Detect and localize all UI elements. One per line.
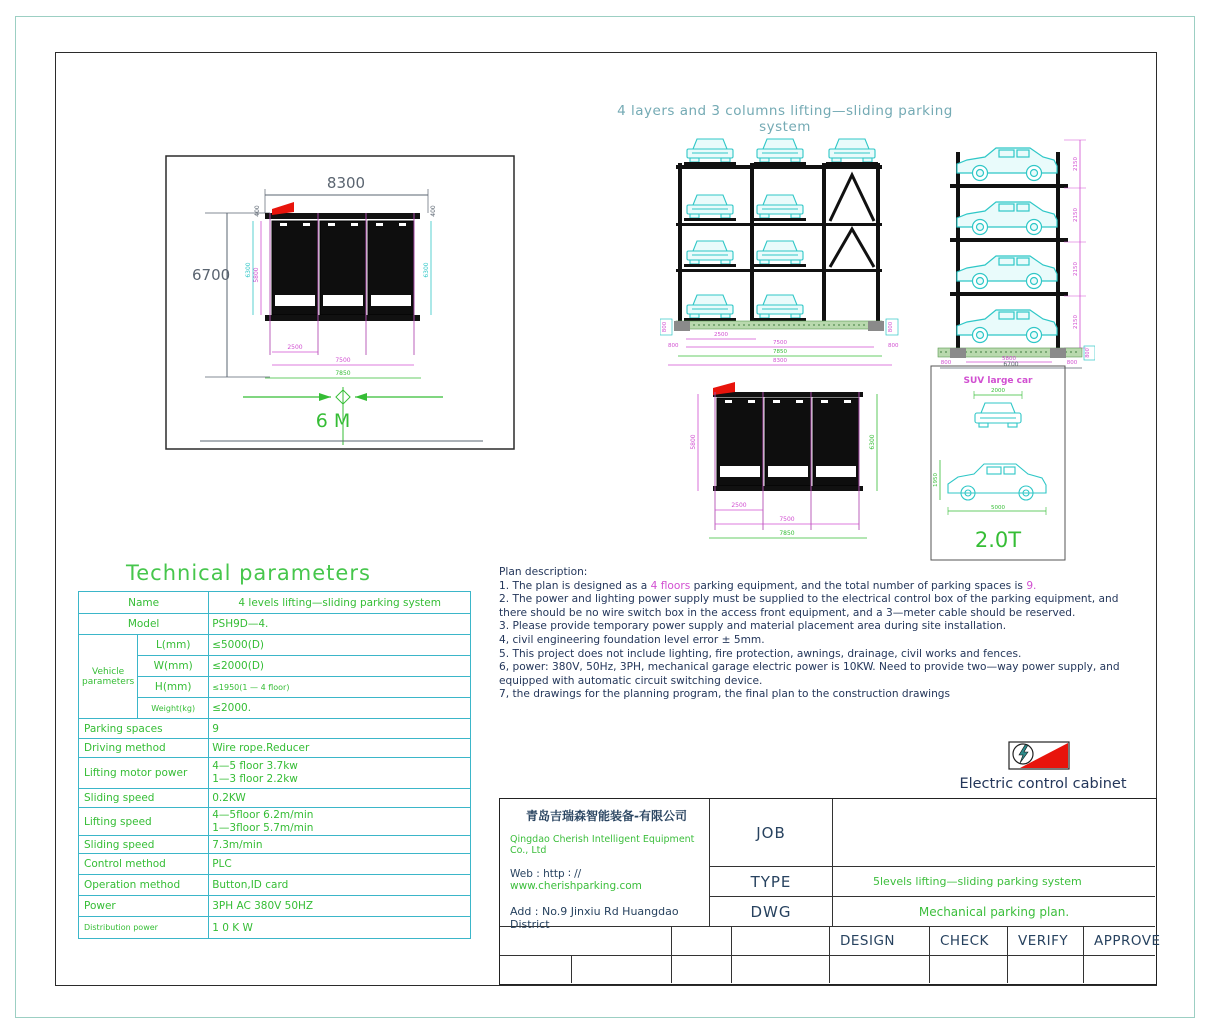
dim-7850: 7850 bbox=[773, 349, 787, 355]
param-value: ≤2000(D) bbox=[209, 656, 471, 677]
description-line: 5. This project does not include lighting, fire protection, awnings, drainage, civil works and fences. bbox=[499, 647, 1022, 660]
dim-6700: 6700 bbox=[192, 266, 231, 284]
param-label: Lifting speed bbox=[79, 808, 209, 836]
param-value: PSH9D—4. bbox=[209, 614, 471, 635]
dim-5000: 5000 bbox=[991, 505, 1005, 511]
empty-cell bbox=[500, 956, 572, 983]
job-value-cell bbox=[833, 799, 1155, 867]
company-website bbox=[510, 868, 703, 892]
title-block bbox=[499, 798, 1161, 985]
dwg-value-cell: Mechanical parking plan. bbox=[833, 897, 1155, 927]
param-label: Lifting motor power bbox=[79, 758, 209, 789]
param-value-line1: 4—5floor 6.2m/min bbox=[212, 808, 314, 821]
dwg-label-cell: DWG bbox=[710, 897, 833, 927]
dim-8300: 8300 bbox=[773, 358, 787, 364]
company-address: Add : No.9 Jinxiu Rd Huangdao District bbox=[510, 905, 679, 931]
description-line: 4, civil engineering foundation level error ± 5mm. bbox=[499, 633, 765, 646]
empty-cell bbox=[500, 927, 672, 956]
dim-800-br: 800 bbox=[1066, 360, 1078, 366]
dim-2500: 2500 bbox=[714, 332, 728, 338]
dim-2150-1: 2150 bbox=[1073, 157, 1079, 171]
web-label: Web : http ∶ // bbox=[510, 868, 582, 880]
description-line1-highlight-floors: 4 floors bbox=[650, 579, 691, 592]
company-name-en: Qingdao Cherish Intelligent Equipment Co., Ltd bbox=[510, 834, 695, 856]
suv-weight: 2.0T bbox=[974, 528, 1022, 552]
param-label: Name bbox=[79, 592, 209, 614]
dim-6300-left: 6300 bbox=[245, 262, 252, 278]
dim-6300-right: 6300 bbox=[423, 262, 430, 278]
dim-800-ground: 800 bbox=[1085, 348, 1091, 358]
verify-sign-cell bbox=[1008, 956, 1084, 983]
param-label: W(mm) bbox=[138, 656, 209, 677]
dim-2150-4: 2150 bbox=[1073, 315, 1079, 329]
suv-spec-box bbox=[930, 365, 1066, 561]
dim-400-right: 400 bbox=[430, 205, 437, 217]
tech-params-table bbox=[78, 591, 471, 939]
param-value: Button,ID card bbox=[209, 875, 471, 896]
empty-cell bbox=[672, 927, 732, 956]
param-value-line2: 1—3 floor 2.2kw bbox=[212, 773, 298, 785]
param-label: Model bbox=[79, 614, 209, 635]
dim-7500: 7500 bbox=[779, 516, 795, 523]
param-value: ≤1950(1 — 4 floor) bbox=[209, 677, 471, 698]
suv-side-view bbox=[948, 464, 1046, 500]
param-label: Sliding speed bbox=[79, 789, 209, 808]
param-value: 9 bbox=[209, 719, 471, 739]
description-line: 2. The power and lighting power supply must be supplied to the electrical control box of the parking equipment, and there should be no wire switch box in the access front equipment, and a 3—meter cable should be reserved. bbox=[499, 593, 1119, 619]
param-label: Distribution power bbox=[79, 917, 209, 939]
design-sign-cell bbox=[830, 956, 930, 983]
param-label: Control method bbox=[79, 854, 209, 875]
description-line-1 bbox=[499, 580, 1139, 594]
dim-5800: 5800 bbox=[1002, 356, 1016, 362]
empty-cell bbox=[672, 956, 732, 983]
tech-params-title: Technical parameters bbox=[126, 561, 371, 585]
description-line: 7, the drawings for the planning program, the final plan to the construction drawings bbox=[499, 688, 951, 701]
dim-8300: 8300 bbox=[326, 174, 366, 192]
dim-800-bottom-right: 800 bbox=[888, 343, 899, 349]
dim-2150-2: 2150 bbox=[1073, 208, 1079, 222]
param-value: 4 levels lifting—sliding parking system bbox=[209, 592, 471, 614]
param-value bbox=[209, 808, 471, 836]
job-label-cell: JOB bbox=[710, 799, 833, 867]
description-line1-highlight-count: 9. bbox=[1026, 579, 1037, 592]
type-value-cell: 5levels lifting—sliding parking system bbox=[833, 867, 1155, 897]
description-line: 3. Please provide temporary power supply and material placement area during site installation. bbox=[499, 620, 1007, 633]
dim-800-left: 800 bbox=[662, 321, 668, 333]
param-label: Weight(kg) bbox=[138, 698, 209, 719]
dim-2000: 2000 bbox=[991, 388, 1005, 394]
electric-cabinet-label: Electric control cabinet bbox=[959, 776, 1127, 792]
dim-1950: 1950 bbox=[933, 473, 939, 487]
company-info-cell bbox=[500, 799, 710, 931]
electric-cabinet-icon bbox=[1008, 741, 1070, 773]
param-value bbox=[209, 758, 471, 789]
param-label: Operation method bbox=[79, 875, 209, 896]
dim-6300: 6300 bbox=[869, 434, 876, 450]
param-value: ≤5000(D) bbox=[209, 635, 471, 656]
suv-title: SUV large car bbox=[963, 376, 1033, 386]
dim-2150-3: 2150 bbox=[1073, 262, 1079, 276]
approve-label-cell: APPROVE bbox=[1084, 927, 1155, 956]
dim-2500: 2500 bbox=[287, 344, 303, 351]
drawing-title: 4 layers and 3 columns lifting—sliding parking system bbox=[617, 103, 953, 135]
param-value: ≤2000. bbox=[209, 698, 471, 719]
type-label-cell: TYPE bbox=[710, 867, 833, 897]
dim-800-bl: 800 bbox=[940, 360, 952, 366]
param-group-label: Vehicle parameters bbox=[79, 635, 138, 719]
web-url: www.cherishparking.com bbox=[510, 880, 642, 892]
dim-5800: 5800 bbox=[690, 434, 697, 450]
param-label: Power bbox=[79, 896, 209, 917]
param-value-line1: 4—5 floor 3.7kw bbox=[212, 760, 298, 773]
dim-7850: 7850 bbox=[779, 530, 795, 537]
front-elevation bbox=[660, 135, 910, 370]
dim-800-right: 800 bbox=[888, 321, 894, 333]
param-label: Sliding speed bbox=[79, 836, 209, 854]
empty-cell bbox=[732, 927, 830, 956]
dim-7500: 7500 bbox=[335, 357, 351, 364]
param-value: 1 0 K W bbox=[209, 917, 471, 939]
plan-view-top bbox=[165, 155, 515, 450]
dim-800-bottom-left: 800 bbox=[668, 343, 679, 349]
param-value: PLC bbox=[209, 854, 471, 875]
road-width-label: 6 M bbox=[315, 410, 351, 432]
check-label-cell: CHECK bbox=[930, 927, 1008, 956]
description-heading: Plan description: bbox=[499, 566, 588, 578]
dim-6700: 6700 bbox=[1003, 361, 1019, 368]
dim-7500: 7500 bbox=[773, 340, 787, 346]
param-value: Wire rope.Reducer bbox=[209, 739, 471, 758]
empty-cell bbox=[732, 956, 830, 983]
approve-sign-cell bbox=[1084, 956, 1155, 983]
design-label-cell: DESIGN bbox=[830, 927, 930, 956]
param-label: Driving method bbox=[79, 739, 209, 758]
dim-400-left: 400 bbox=[254, 205, 261, 217]
dim-5800: 5800 bbox=[253, 267, 260, 283]
empty-cell bbox=[572, 956, 672, 983]
plan-view-mid bbox=[685, 382, 900, 552]
plan-description bbox=[499, 566, 1139, 702]
description-line1-c: parking equipment, and the total number of parking spaces is bbox=[690, 579, 1027, 592]
verify-label-cell: VERIFY bbox=[1008, 927, 1084, 956]
param-label: Parking spaces bbox=[79, 719, 209, 739]
company-name-cn: 青岛吉瑞森智能装备-有限公司 bbox=[526, 809, 687, 823]
param-label: L(mm) bbox=[138, 635, 209, 656]
param-value: 0.2KW bbox=[209, 789, 471, 808]
side-elevation bbox=[930, 132, 1095, 370]
check-sign-cell bbox=[930, 956, 1008, 983]
param-value: 7.3m/min bbox=[209, 836, 471, 854]
param-value-line2: 1—3floor 5.7m/min bbox=[212, 821, 314, 834]
suv-front-view bbox=[975, 403, 1021, 427]
description-line1-a: 1. The plan is designed as a bbox=[499, 579, 651, 592]
param-label: H(mm) bbox=[138, 677, 209, 698]
dim-2500: 2500 bbox=[731, 502, 747, 509]
param-value: 3PH AC 380V 50HZ bbox=[209, 896, 471, 917]
dim-7850: 7850 bbox=[335, 370, 351, 377]
description-line: 6, power: 380V, 50Hz, 3PH, mechanical garage electric power is 10KW. Need to provide two—way power supply, and equipped with automatic circuit switching device. bbox=[499, 661, 1120, 687]
